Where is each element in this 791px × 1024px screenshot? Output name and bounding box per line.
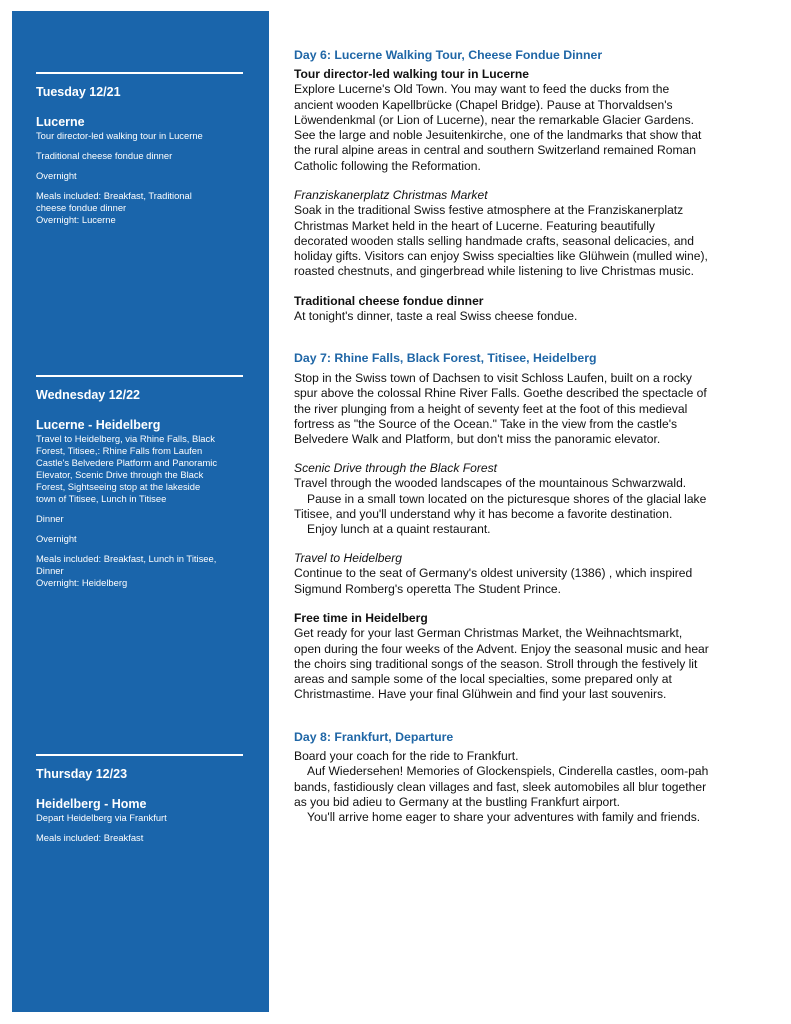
body-line: Get ready for your last German Christmas Market, the Weihnachtsmarkt, — [294, 626, 683, 641]
summary-line: town of Titisee, Lunch in Titisee — [36, 493, 167, 504]
day-date: Thursday 12/23 — [36, 767, 128, 781]
day-city: Heidelberg - Home — [36, 797, 147, 811]
body-line: Belvedere Walk and Platform, but don't miss the panoramic elevator. — [294, 432, 661, 447]
summary-line: Overnight — [36, 533, 77, 544]
section-heading: Free time in Heidelberg — [294, 611, 428, 625]
sidebar-day-tuesday — [36, 72, 243, 226]
summary-line: Traditional cheese fondue dinner — [36, 150, 173, 161]
section-heading: Traditional cheese fondue dinner — [294, 294, 484, 308]
summary-line: Depart Heidelberg via Frankfurt — [36, 812, 167, 823]
day6-title: Day 6: Lucerne Walking Tour, Cheese Fondue Dinner — [294, 48, 603, 62]
day6-christmas-market — [294, 188, 779, 280]
body-line: areas and sample some of the local specialties, some prepared only at — [294, 672, 672, 687]
day-date: Tuesday 12/21 — [36, 85, 121, 99]
body-line: the river plunging from a height of seventy feet at the foot of this medieval — [294, 401, 688, 416]
summary-line: Travel to Heidelberg, via Rhine Falls, Black — [36, 433, 215, 444]
meals-line: cheese fondue dinner — [36, 202, 127, 213]
day7-intro — [294, 371, 779, 447]
body-line: Löwendenkmal (or Lion of Lucerne), near the remarkable Glacier Gardens. — [294, 112, 694, 127]
body-line: Soak in the traditional Swiss festive atmosphere at the Franziskanerplatz — [294, 203, 684, 218]
divider — [36, 375, 243, 377]
body-line: Christmas Market held in the heart of Lucerne. Featuring beautifully — [294, 218, 655, 233]
meals-line: Meals included: Breakfast, Traditional — [36, 190, 192, 201]
body-line: Stop in the Swiss town of Dachsen to visit Schloss Laufen, built on a rocky — [294, 371, 692, 385]
body-line: open during the four weeks of the Advent. Enjoy the seasonal music and hear — [294, 641, 709, 656]
body-line: Pause in a small town located on the picturesque shores of the glacial lake — [307, 491, 707, 506]
divider — [36, 72, 243, 74]
day7-title: Day 7: Rhine Falls, Black Forest, Titisee, Heidelberg — [294, 351, 597, 365]
day7-black-forest — [294, 461, 779, 537]
body-line: bands, fastidiously clean villages and fast, sleek automobiles all blur together — [294, 779, 707, 794]
meals-line: Dinner — [36, 565, 64, 576]
itinerary-sidebar — [12, 11, 269, 1012]
day8-title: Day 8: Frankfurt, Departure — [294, 730, 454, 744]
day-city: Lucerne - Heidelberg — [36, 418, 161, 432]
body-line: Explore Lucerne's Old Town. You may want to feed the ducks from the — [294, 82, 670, 97]
summary-line: Forest, Titisee,: Rhine Falls from Laufen — [36, 445, 203, 456]
divider — [36, 754, 243, 756]
body-line: the rural alpine areas in central and southern Switzerland remained Roman — [294, 143, 697, 158]
meals-line: Meals included: Breakfast — [36, 832, 144, 843]
body-line: Catholic following the Reformation. — [294, 158, 481, 173]
summary-line: Tour director-led walking tour in Lucerne — [36, 130, 203, 141]
section-heading: Scenic Drive through the Black Forest — [294, 461, 497, 475]
summary-line: Dinner — [36, 513, 64, 524]
body-line: Sigmund Romberg's operetta The Student Prince. — [294, 581, 561, 596]
summary-line: Elevator, Scenic Drive through the Black — [36, 469, 204, 480]
section-heading: Travel to Heidelberg — [294, 551, 402, 565]
body-line: You'll arrive home eager to share your adventures with family and friends. — [307, 810, 701, 825]
overnight-line: Overnight: Lucerne — [36, 214, 116, 225]
body-line: At tonight's dinner, taste a real Swiss cheese fondue. — [294, 309, 578, 324]
day6-walking-tour — [294, 67, 779, 174]
summary-line: Forest, Sightseeing stop at the lakeside — [36, 481, 201, 492]
body-line: Travel through the wooded landscapes of the mountainous Schwarzwald. — [294, 476, 687, 491]
body-line: Continue to the seat of Germany's oldest university (1386) , which inspired — [294, 566, 693, 581]
sidebar-day-wednesday — [36, 375, 243, 589]
section-heading: Tour director-led walking tour in Lucerne — [294, 67, 529, 81]
day-city: Lucerne — [36, 115, 85, 129]
body-line: fortress as "the Source of the Ocean." Take in the view from the castle's — [294, 416, 678, 431]
body-line: Board your coach for the ride to Frankfurt. — [294, 749, 519, 763]
body-line: Auf Wiedersehen! Memories of Glockenspiels, Cinderella castles, oom-pah — [307, 764, 709, 779]
section-heading: Franziskanerplatz Christmas Market — [294, 188, 488, 202]
body-line: decorated wooden stalls selling handmade crafts, seasonal delicacies, and — [294, 233, 695, 248]
day-date: Wednesday 12/22 — [36, 388, 140, 402]
summary-line: Overnight — [36, 170, 77, 181]
body-line: as you bid adieu to Germany at the bustling Frankfurt airport. — [294, 794, 621, 809]
body-line: the choirs sing traditional songs of the season. Stroll through the festively lit — [294, 656, 698, 671]
overnight-line: Overnight: Heidelberg — [36, 577, 128, 588]
day6-fondue-dinner — [294, 294, 779, 325]
body-line: ancient wooden Kapellbrücke (Chapel Bridge). Pause at Thorvaldsen's — [294, 97, 673, 112]
body-line: holiday gifts. Visitors can enjoy Swiss specialties like Glühwein (mulled wine), — [294, 249, 708, 264]
body-line: spur above the colossal Rhine River Falls. Goethe described the spectacle of — [294, 386, 707, 401]
body-line: Titisee, and you'll understand why it has become a favorite destination. — [294, 506, 673, 521]
body-line: See the large and noble Jesuitenkirche, one of the landmarks that show that — [294, 128, 702, 143]
sidebar-day-thursday — [36, 754, 243, 844]
meals-line: Meals included: Breakfast, Lunch in Titisee, — [36, 553, 217, 564]
day7-free-time — [294, 611, 779, 703]
body-line: Enjoy lunch at a quaint restaurant. — [307, 522, 491, 537]
body-line: roasted chestnuts, and gingerbread while listening to live Christmas music. — [294, 264, 694, 279]
summary-line: Castle's Belvedere Platform and Panoramic — [36, 457, 218, 468]
day7-travel-heidelberg — [294, 551, 779, 597]
body-line: Christmastime. Have your final Glühwein and find your last souvenirs. — [294, 687, 667, 702]
day8-departure — [294, 749, 779, 825]
